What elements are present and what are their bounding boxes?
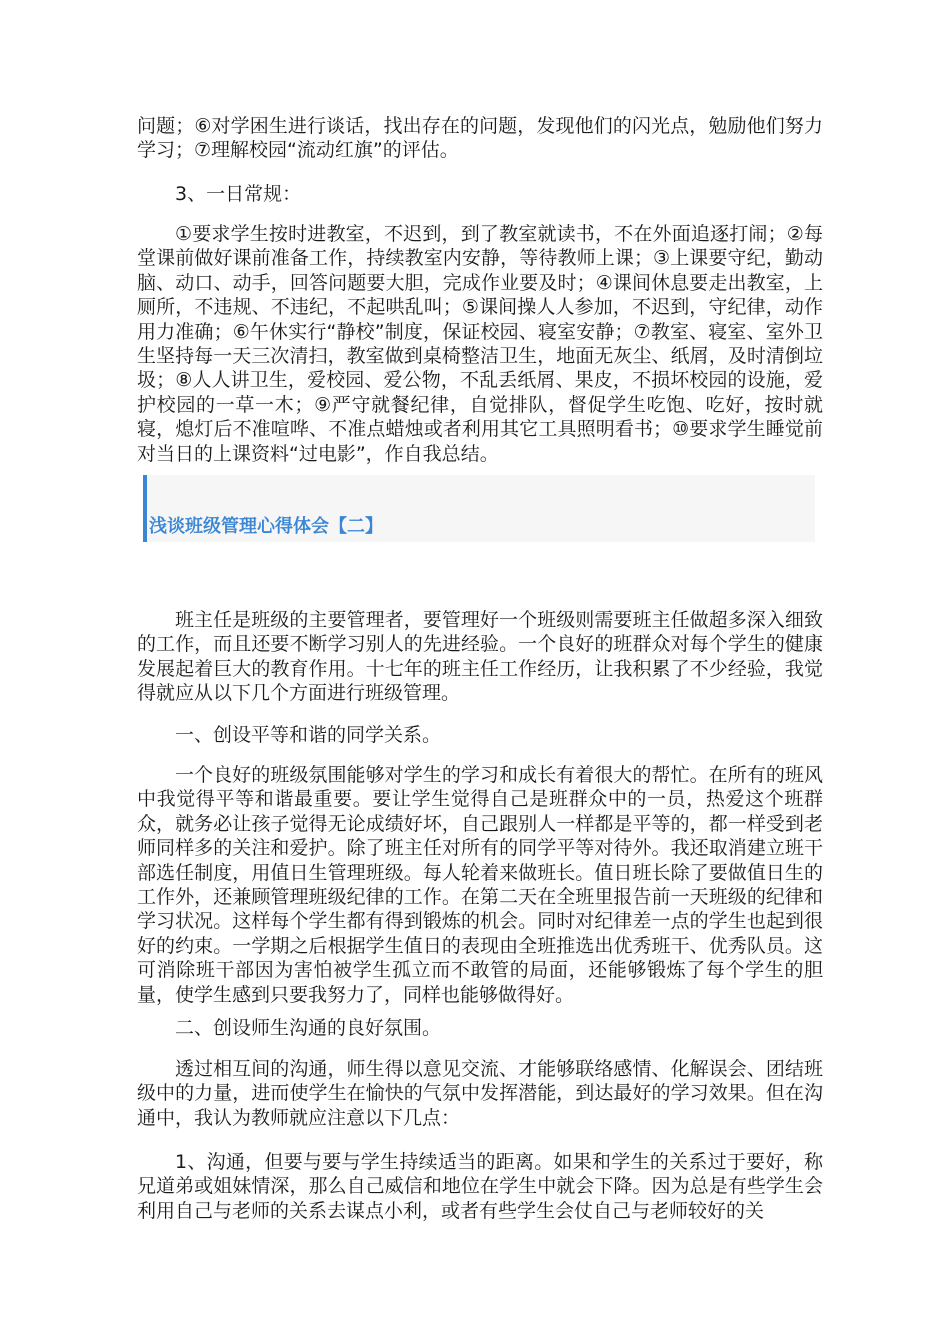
paragraph-intro: 班主任是班级的主要管理者，要管理好一个班级则需要班主任做超多深入细致的工作，而且还要不断学习别人的先进经验。一个良好的班群众对每个学生的健康发展起着巨大的教育作用。十七年的班主任工作经历，让我积累了不少经验，我觉得就应从以下几个方面进行班级管理。 xyxy=(137,609,823,705)
paragraph-daily-routine-list: ①要求学生按时进教室，不迟到，到了教室就读书，不在外面追逐打闹；②每堂课前做好课前准备工作，持续教室内安静，等待教师上课；③上课要守纪，勤动脑、动口、动手，回答问题要大胆，完成作业要及时；④课间休息要走出教室，上厕所，不违规、不违纪，不起哄乱叫；⑤课间操人人参加，不迟到，守纪律，动作用力准确；⑥午休实行“静校”制度，保证校园、寝室安静；⑦教室、寝室、室外卫生坚持每一天三次清扫，教室做到桌椅整洁卫生，地面无灰尘、纸屑，及时清倒垃圾；⑧人人讲卫生，爱校园、爱公物，不乱丢纸屑、果皮，不损坏校园的设施，爱护校园的一草一木；⑨严守就餐纪律，自觉排队，督促学生吃饱、吃好，按时就寝，熄灯后不准喧哗、不准点蜡烛或者利用其它工具照明看书；⑩要求学生睡觉前对当日的上课资料“过电影”，作自我总结。 xyxy=(137,223,823,465)
section-heading: 浅谈班级管理心得体会【二】 xyxy=(149,516,383,537)
paragraph-point-two-body: 透过相互间的沟通，师生得以意见交流、才能够联络感情、化解误会、团结班级中的力量，进而使学生在愉快的气氛中发挥潜能，到达最好的学习效果。但在沟通中，我认为教师就应注意以下几点： xyxy=(137,1058,823,1129)
paragraph-point-two-heading: 二、创设师生沟通的良好氛围。 xyxy=(175,1017,442,1039)
paragraph-daily-routine-heading: 3、一日常规： xyxy=(175,183,302,205)
section-heading-box xyxy=(143,475,815,542)
paragraph-subpoint-one: 1、沟通，但要与要与学生持续适当的距离。如果和学生的关系过于要好，称兄道弟或姐妹情深，那么自己威信和地位在学生中就会下降。因为总是有些学生会利用自己与老师的关系去谋点小利，或者有些学生会仗自己与老师较好的关 xyxy=(137,1151,823,1222)
paragraph-continuation: 问题；⑥对学困生进行谈话，找出存在的问题，发现他们的闪光点，勉励他们努力学习；⑦理解校园“流动红旗”的评估。 xyxy=(137,115,823,162)
paragraph-point-one-body: 一个良好的班级氛围能够对学生的学习和成长有着很大的帮忙。在所有的班风中我觉得平等和谐最重要。要让学生觉得自己是班群众中的一员，热爱这个班群众，就务必让孩子觉得无论成绩好坏，自己跟别人一样都是平等的，都一样受到老师同样多的关注和爱护。除了班主任对所有的同学平等对待外。我还取消建立班干部选任制度，用值日生管理班级。每人轮着来做班长。值日班长除了要做值日生的工作外，还兼顾管理班级纪律的工作。在第二天在全班里报告前一天班级的纪律和学习状况。这样每个学生都有得到锻炼的机会。同时对纪律差一点的学生也起到很好的约束。一学期之后根据学生值日的表现由全班推选出优秀班干、优秀队员。这可消除班干部因为害怕被学生孤立而不敢管的局面，还能够锻炼了每个学生的胆量，使学生感到只要我努力了，同样也能够做得好。 xyxy=(137,764,823,1006)
paragraph-point-one-heading: 一、创设平等和谐的同学关系。 xyxy=(175,724,442,746)
